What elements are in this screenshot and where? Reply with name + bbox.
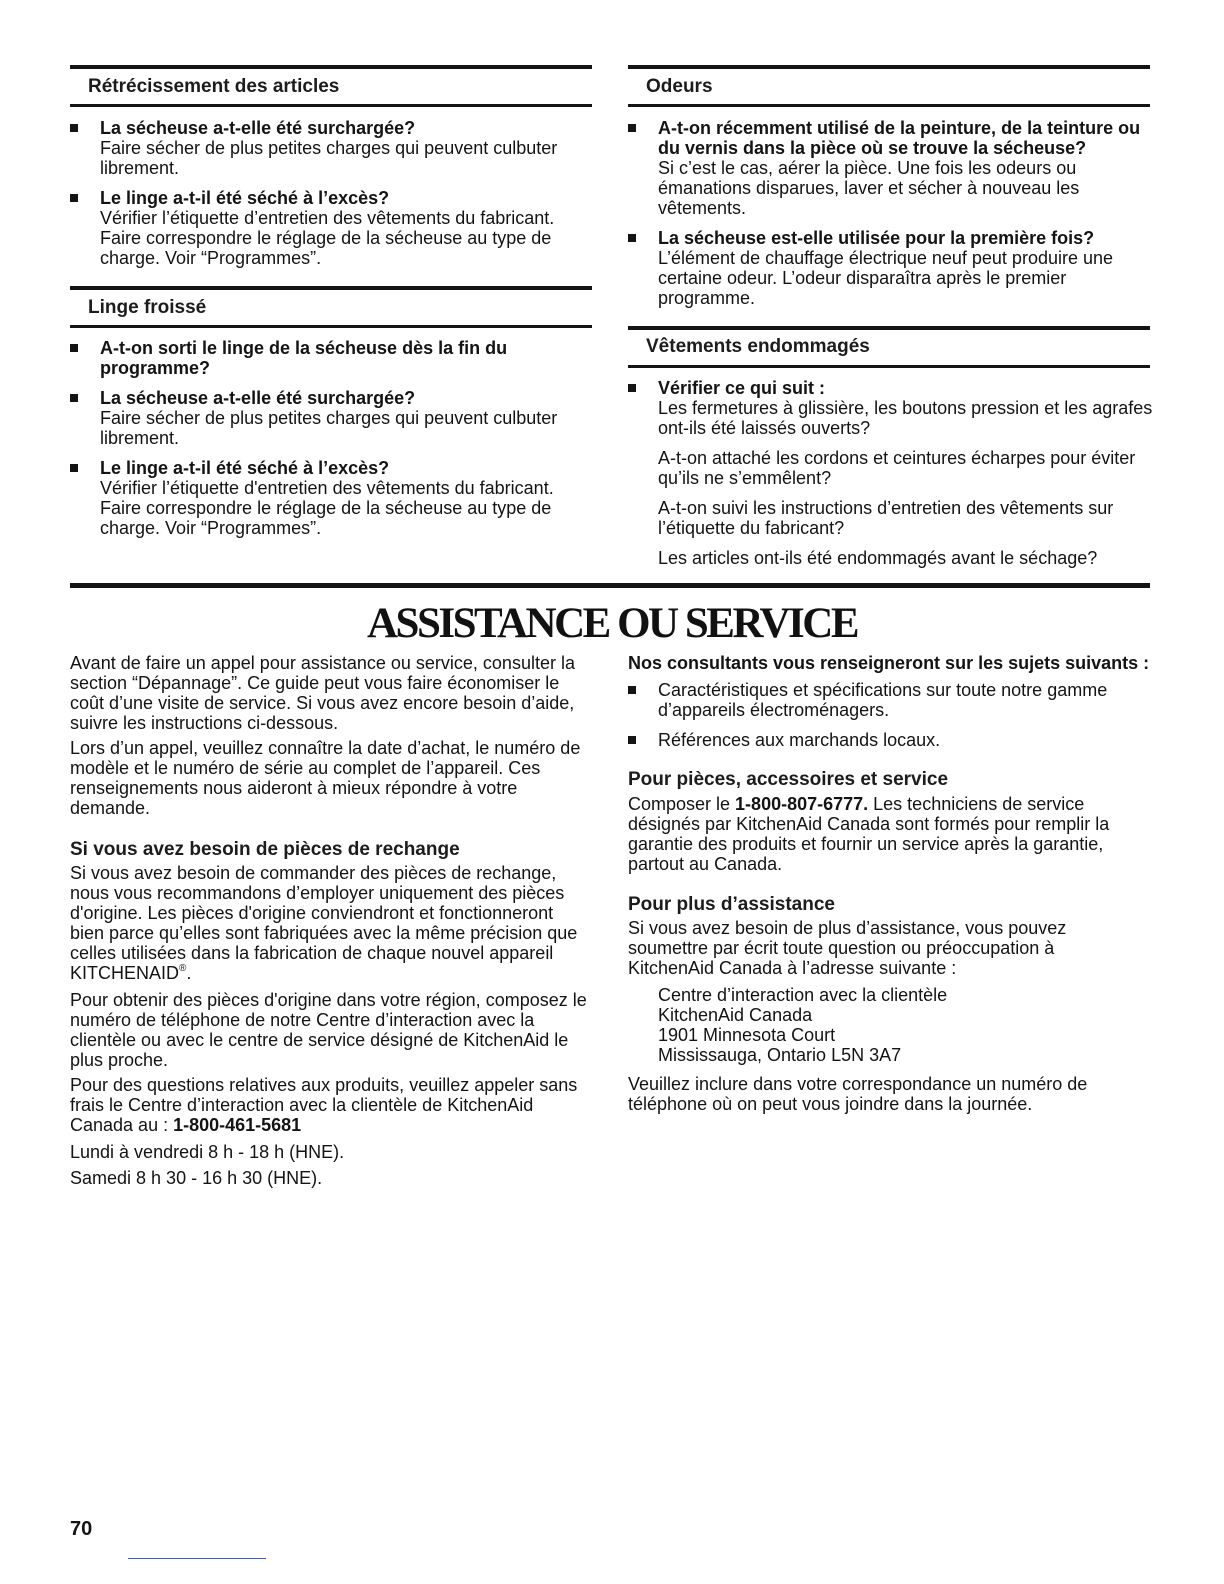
bullet-square	[628, 384, 636, 392]
section-rule-bottom	[628, 365, 1150, 368]
text-line: nous vous recommandons d’employer uniquement des pièces	[70, 883, 565, 903]
text-line: modèle et le numéro de série au complet de l’appareil. Ces	[70, 758, 541, 778]
troubleshooting-item	[100, 388, 557, 448]
section-rule-top	[70, 286, 592, 290]
text-line: téléphone où on peut vous joindre dans la journée.	[628, 1094, 1033, 1114]
phone-prefix: Composer le	[628, 794, 736, 814]
followup-paragraph	[658, 498, 1113, 538]
question-line: La sécheuse est-elle utilisée pour la première fois?	[658, 228, 1095, 248]
registered-mark: ®	[179, 963, 187, 974]
question-line: A-t-on récemment utilisé de la peinture, de la teinture ou	[658, 118, 1141, 138]
text-line: Veuillez inclure dans votre correspondance un numéro de	[628, 1074, 1088, 1094]
service-paragraph	[628, 794, 1109, 874]
phone-number: 1-800-461-5681	[173, 1115, 302, 1135]
section-heading-wrinkled: Linge froissé	[88, 297, 207, 318]
page-title: ASSISTANCE OU SERVICE	[366, 600, 858, 647]
section-rule-bottom	[70, 325, 592, 328]
text-line: d’appareils électroménagers.	[658, 700, 890, 720]
text-line: Lors d’un appel, veuillez connaître la date d’achat, le numéro de	[70, 738, 581, 758]
subheading-replacement-parts: Si vous avez besoin de pièces de rechange	[70, 839, 460, 860]
bullet-square	[70, 124, 78, 132]
answer-line: librement.	[100, 428, 180, 448]
brand-period: .	[186, 963, 192, 983]
consultant-topic	[658, 730, 940, 750]
answer-line: Faire sécher de plus petites charges qui peuvent culbuter	[100, 138, 558, 158]
page-number: 70	[70, 1518, 93, 1540]
bullet-square	[628, 124, 636, 132]
subheading-more-help: Pour plus d’assistance	[628, 894, 835, 915]
question-line: programme?	[100, 358, 211, 378]
troubleshooting-item	[100, 118, 557, 178]
text-line: A-t-on attaché les cordons et ceintures écharpes pour éviter	[658, 448, 1136, 468]
answer-line: vêtements.	[658, 198, 747, 218]
answer-line: certaine odeur. L’odeur disparaîtra après le premier	[658, 268, 1067, 288]
consultant-topic	[658, 680, 1107, 720]
brand-name: KITCHENAID	[70, 963, 180, 983]
phone-line	[628, 794, 1109, 814]
phone-suffix: Les techniciens de service	[868, 794, 1085, 814]
text-line: Pour des questions relatives aux produits, veuillez appeler sans	[70, 1075, 578, 1095]
bullet-square	[628, 234, 636, 242]
link-underline	[128, 1558, 266, 1559]
text-line: désignés par KitchenAid Canada sont formés pour remplir la	[628, 814, 1110, 834]
more-help-paragraph	[628, 918, 1066, 978]
answer-line: Faire correspondre le réglage de la sécheuse au type de	[100, 228, 552, 248]
answer-line: Si c’est le cas, aérer la pièce. Une fois les odeurs ou	[658, 158, 1077, 178]
text-line: l’étiquette du fabricant?	[658, 518, 845, 538]
text-line: soumettre par écrit toute question ou préoccupation à	[628, 938, 1055, 958]
answer-line: Faire correspondre le réglage de la sécheuse au type de	[100, 498, 552, 518]
bullet-square	[70, 194, 78, 202]
section-rule-top	[628, 65, 1150, 69]
question-line: Le linge a-t-il été séché à l’excès?	[100, 188, 390, 208]
section-rule-bottom	[628, 104, 1150, 107]
phone-line	[70, 1115, 577, 1135]
parts-paragraph	[70, 990, 587, 1070]
section-heading-odors: Odeurs	[646, 76, 713, 97]
text-line: Caractéristiques et spécifications sur toute notre gamme	[658, 680, 1108, 700]
hours-weekday: Lundi à vendredi 8 h - 18 h (HNE).	[70, 1142, 345, 1162]
text-line: qu’ils ne s’emmêlent?	[658, 468, 832, 488]
text-line: frais le Centre d’interaction avec la clientèle de KitchenAid	[70, 1095, 534, 1115]
text-line: celles utilisées dans la fabrication de chaque nouvel appareil	[70, 943, 554, 963]
parts-paragraph	[70, 863, 577, 983]
text-line: Pour obtenir des pièces d'origine dans votre région, composez le	[70, 990, 587, 1010]
troubleshooting-item	[100, 188, 554, 268]
section-rule-bottom	[70, 104, 592, 107]
section-rule-top	[628, 326, 1150, 330]
answer-line: charge. Voir “Programmes”.	[100, 248, 322, 268]
followup-paragraph	[658, 548, 1097, 568]
troubleshooting-item	[100, 338, 507, 378]
text-line: suivre les instructions ci-dessous.	[70, 713, 339, 733]
hours-saturday: Samedi 8 h 30 - 16 h 30 (HNE).	[70, 1168, 323, 1188]
text-line: coût d’une visite de service. Si vous avez encore besoin d’aide,	[70, 693, 575, 713]
text-line: bien parce qu’elles sont fabriquées avec la même précision que	[70, 923, 578, 943]
more-help-paragraph	[628, 1074, 1087, 1114]
parts-paragraph	[70, 1075, 577, 1135]
answer-line: librement.	[100, 158, 180, 178]
address-line: Mississauga, Ontario L5N 3A7	[658, 1045, 902, 1065]
text-line: A-t-on suivi les instructions d’entretien des vêtements sur	[658, 498, 1114, 518]
answer-line: Vérifier l’étiquette d'entretien des vêtements du fabricant.	[100, 478, 554, 498]
bullet-square	[628, 736, 636, 744]
question-line: A-t-on sorti le linge de la sécheuse dès la fin du	[100, 338, 508, 358]
section-heading-damaged: Vêtements endommagés	[646, 336, 870, 357]
followup-paragraph	[658, 448, 1135, 488]
text-line: garantie des produits et fournir un service après la garantie,	[628, 834, 1104, 854]
text-line: plus proche.	[70, 1050, 169, 1070]
text-line: KitchenAid Canada à l’adresse suivante :	[628, 958, 957, 978]
text-line: partout au Canada.	[628, 854, 783, 874]
question-line: Vérifier ce qui suit :	[658, 378, 826, 398]
answer-line: charge. Voir “Programmes”.	[100, 518, 322, 538]
text-line: numéro de téléphone de notre Centre d’interaction avec la	[70, 1010, 535, 1030]
intro-paragraph	[70, 653, 575, 733]
address-line: KitchenAid Canada	[658, 1005, 813, 1025]
text-line: Références aux marchands locaux.	[658, 730, 941, 750]
answer-line: ont-ils été laissés ouverts?	[658, 418, 871, 438]
subheading-parts-service: Pour pièces, accessoires et service	[628, 769, 949, 790]
intro-paragraph	[70, 738, 580, 818]
address-line: 1901 Minnesota Court	[658, 1025, 836, 1045]
brand-line	[70, 963, 577, 983]
troubleshooting-item	[658, 118, 1140, 218]
answer-line: émanations disparues, laver et sécher à nouveau les	[658, 178, 1080, 198]
chapter-rule	[70, 583, 1150, 588]
phone-number: 1-800-807-6777.	[735, 794, 869, 814]
bullet-square	[628, 686, 636, 694]
phone-prefix: Canada au :	[70, 1115, 174, 1135]
troubleshooting-item	[658, 378, 1152, 438]
text-line: clientèle ou avec le centre de service désigné de KitchenAid le	[70, 1030, 569, 1050]
text-line: demande.	[70, 798, 151, 818]
question-line: La sécheuse a-t-elle été surchargée?	[100, 388, 416, 408]
text-line: Si vous avez besoin de plus d’assistance, vous pouvez	[628, 918, 1067, 938]
consultants-lead: Nos consultants vous renseigneront sur les sujets suivants :	[628, 653, 1150, 673]
question-line: du vernis dans la pièce où se trouve la sécheuse?	[658, 138, 1087, 158]
text-line: Avant de faire un appel pour assistance ou service, consulter la	[70, 653, 575, 673]
bullet-square	[70, 394, 78, 402]
section-rule-top	[70, 65, 592, 69]
answer-line: Les fermetures à glissière, les boutons pression et les agrafes	[658, 398, 1153, 418]
answer-line: L’élément de chauffage électrique neuf peut produire une	[658, 248, 1114, 268]
troubleshooting-item	[100, 458, 554, 538]
text-line: Les articles ont-ils été endommagés avant le séchage?	[658, 548, 1098, 568]
troubleshooting-item	[658, 228, 1113, 308]
text-line: section “Dépannage”. Ce guide peut vous faire économiser le	[70, 673, 560, 693]
address-line: Centre d’interaction avec la clientèle	[658, 985, 948, 1005]
section-heading-shrinking: Rétrécissement des articles	[88, 76, 340, 97]
answer-line: Faire sécher de plus petites charges qui peuvent culbuter	[100, 408, 558, 428]
answer-line: programme.	[658, 288, 756, 308]
text-line: renseignements nous aideront à mieux répondre à votre	[70, 778, 518, 798]
text-line: d'origine. Les pièces d'origine conviendront et fonctionneront	[70, 903, 554, 923]
answer-line: Vérifier l’étiquette d’entretien des vêtements du fabricant.	[100, 208, 555, 228]
text-line: Si vous avez besoin de commander des pièces de rechange,	[70, 863, 557, 883]
mailing-address	[658, 985, 947, 1065]
bullet-square	[70, 344, 78, 352]
question-line: Le linge a-t-il été séché à l’excès?	[100, 458, 390, 478]
bullet-square	[70, 464, 78, 472]
question-line: La sécheuse a-t-elle été surchargée?	[100, 118, 416, 138]
